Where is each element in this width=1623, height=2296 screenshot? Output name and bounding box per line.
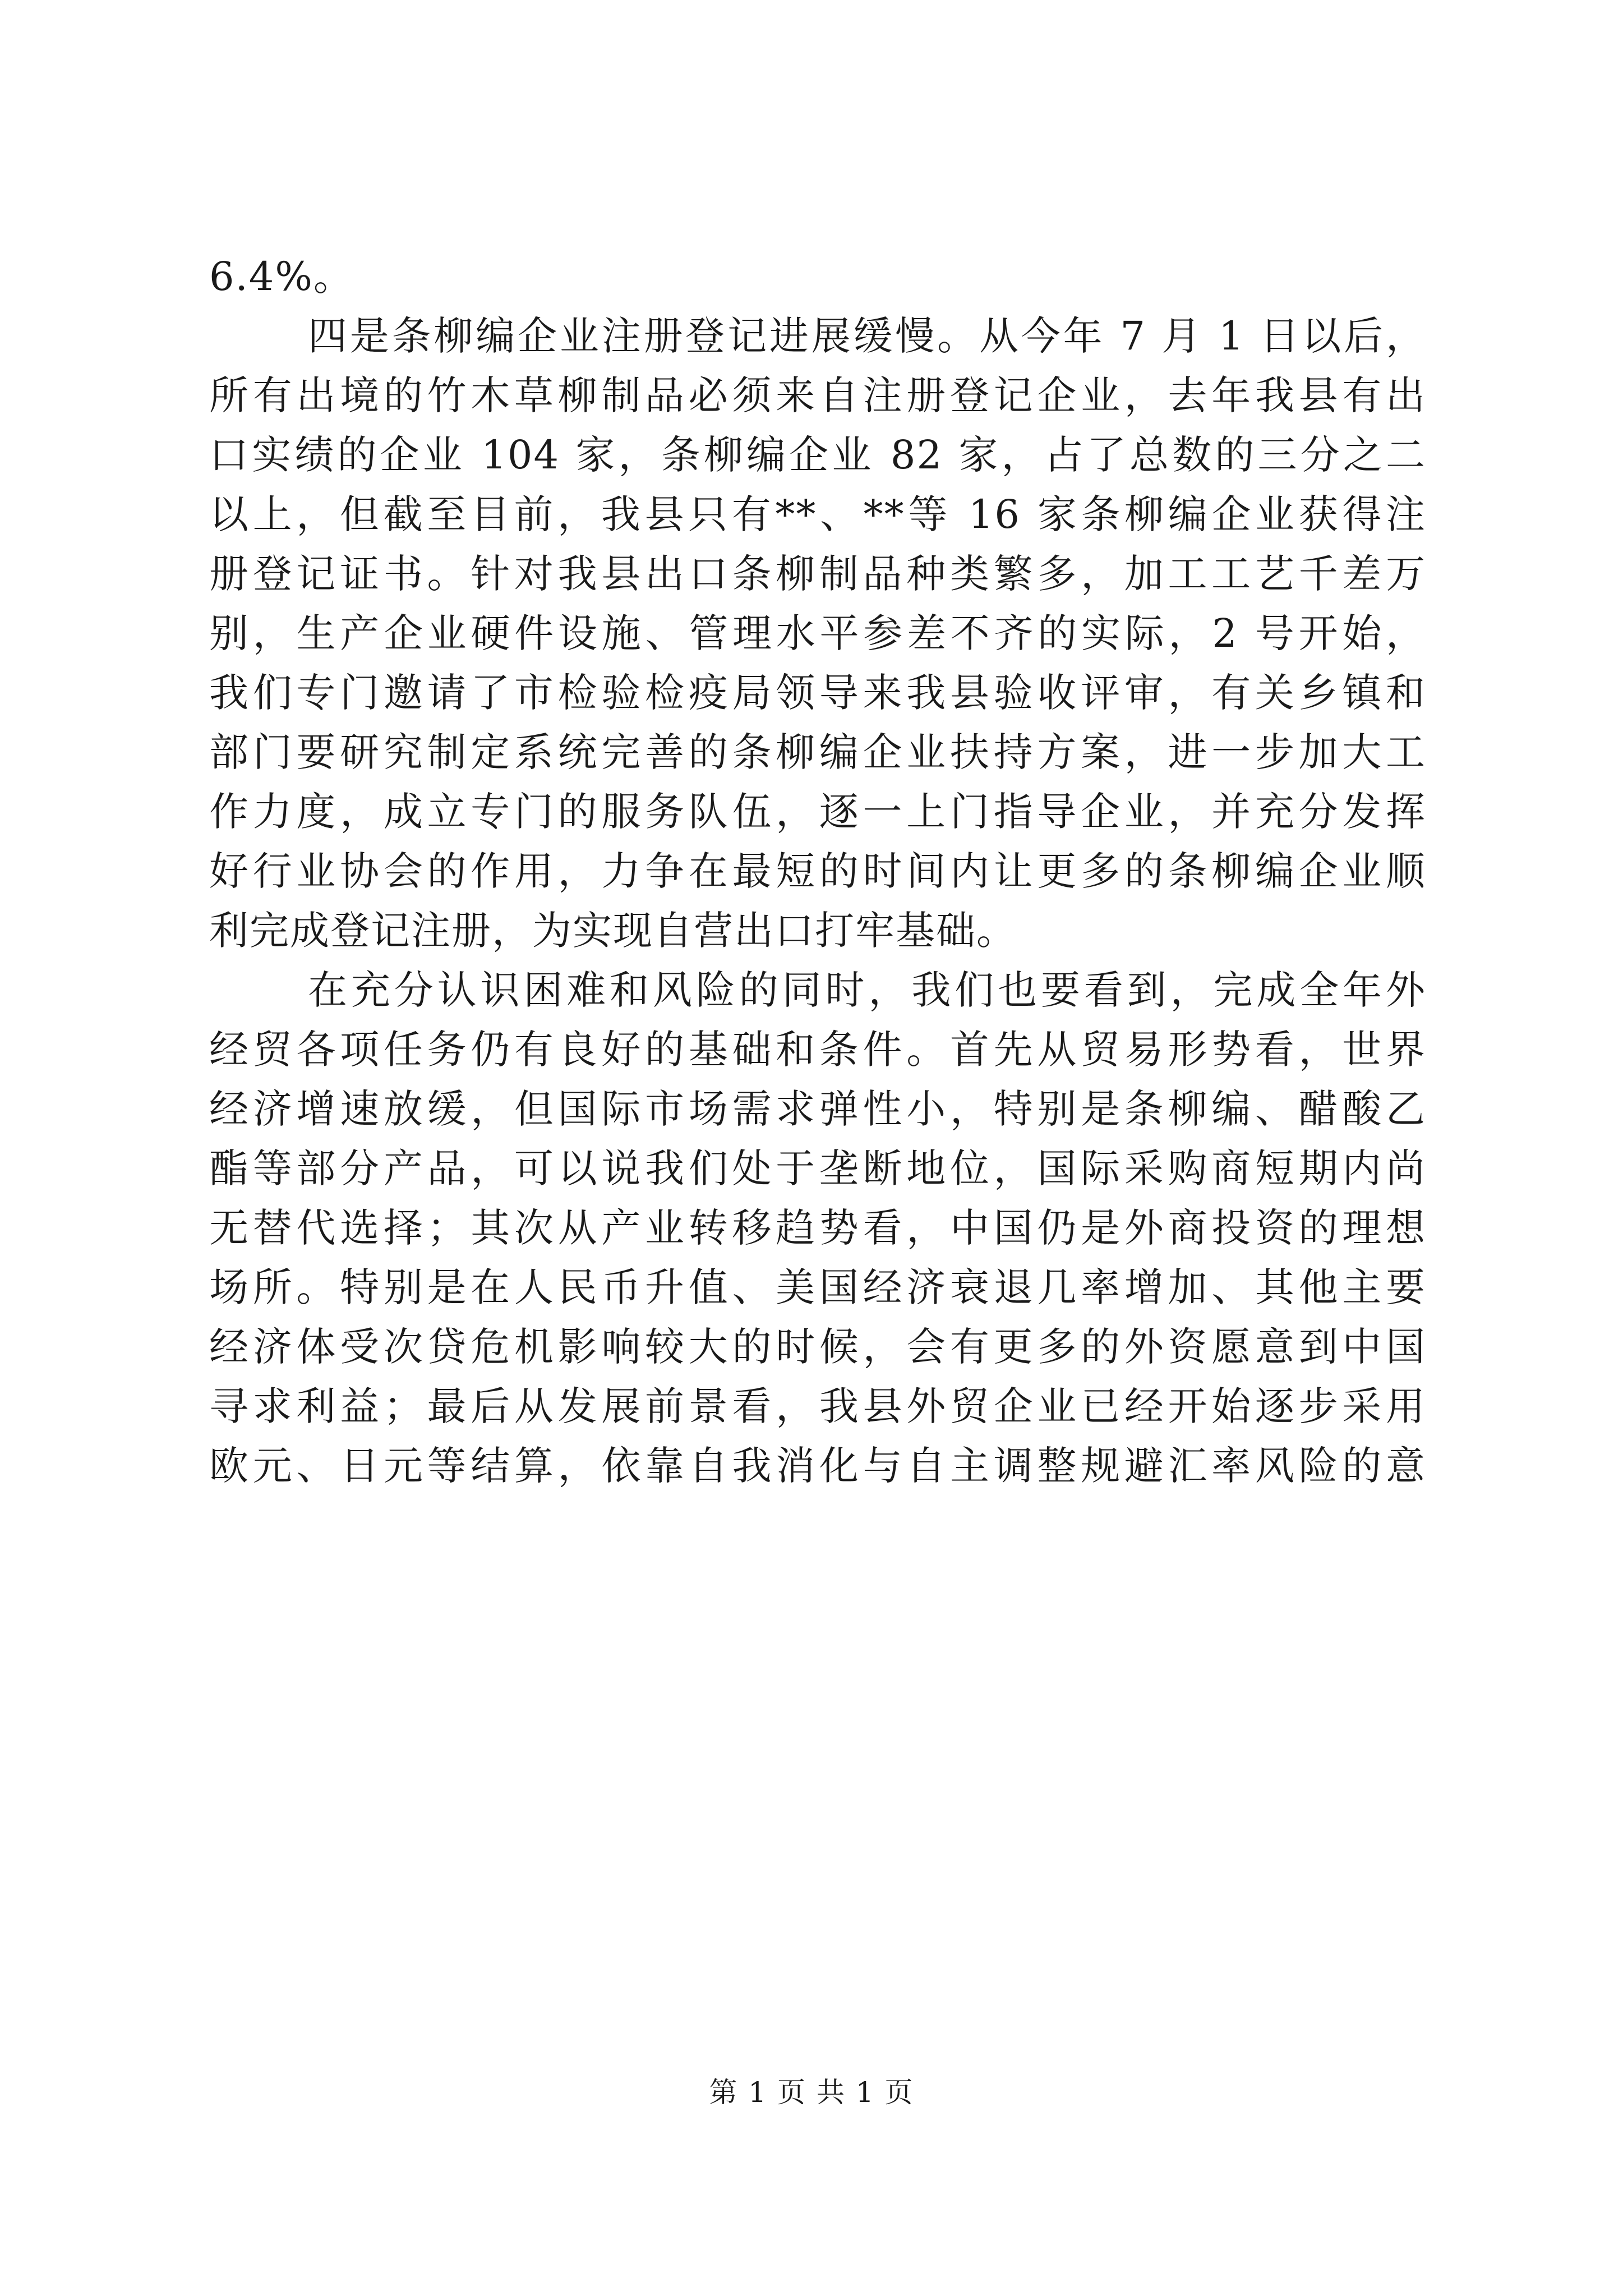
paragraph-2-line-3: 口实绩的企业 104 家，条柳编企业 82 家，占了总数的三分之二 (209, 432, 1426, 478)
paragraph-3-line-4: 酯等部分产品，可以说我们处于垄断地位，国际采购商短期内尚 (209, 1145, 1426, 1191)
paragraph-2-line-7: 我们专门邀请了市检验检疫局领导来我县验收评审，有关乡镇和 (209, 670, 1426, 716)
paragraph-3-line-7: 经济体受次贷危机影响较大的时候，会有更多的外资愿意到中国 (209, 1324, 1426, 1370)
paragraph-2-line-5: 册登记证书。针对我县出口条柳制品种类繁多，加工工艺千差万 (209, 551, 1426, 597)
paragraph-2-line-6: 别，生产企业硬件设施、管理水平参差不齐的实际，2 号开始， (209, 610, 1426, 656)
paragraph-3-line-1: 在充分认识困难和风险的同时，我们也要看到，完成全年外 (308, 967, 1426, 1013)
paragraph-2-line-9: 作力度，成立专门的服务队伍，逐一上门指导企业，并充分发挥 (209, 789, 1426, 835)
paragraph-3-line-2: 经贸各项任务仍有良好的基础和条件。首先从贸易形势看，世界 (209, 1027, 1426, 1073)
paragraph-3-line-6: 场所。特别是在人民币升值、美国经济衰退几率增加、其他主要 (209, 1264, 1426, 1310)
paragraph-3-line-5: 无替代选择；其次从产业转移趋势看，中国仍是外商投资的理想 (209, 1205, 1426, 1251)
document-body (209, 247, 1426, 1496)
paragraph-3-line-8: 寻求利益；最后从发展前景看，我县外贸企业已经开始逐步采用 (209, 1383, 1426, 1429)
paragraph-3-line-3: 经济增速放缓，但国际市场需求弹性小，特别是条柳编、醋酸乙 (209, 1086, 1426, 1132)
page-number-label: 第 1 页 共 1 页 (709, 2076, 914, 2109)
page-footer (0, 2070, 1623, 2110)
paragraph-2-line-1: 四是条柳编企业注册登记进展缓慢。从今年 7 月 1 日以后， (308, 313, 1426, 359)
paragraph-2-line-11: 利完成登记注册，为实现自营出口打牢基础。 (209, 908, 1017, 954)
paragraph-2-line-10: 好行业协会的作用，力争在最短的时间内让更多的条柳编企业顺 (209, 848, 1426, 894)
paragraph-2-line-4: 以上，但截至目前，我县只有**、**等 16 家条柳编企业获得注 (209, 491, 1426, 537)
paragraph-1-line-1: 6.4%。 (209, 254, 354, 300)
paragraph-3-line-9: 欧元、日元等结算，依靠自我消化与自主调整规避汇率风险的意 (209, 1443, 1426, 1489)
paragraph-2-line-8: 部门要研究制定系统完善的条柳编企业扶持方案，进一步加大工 (209, 729, 1426, 775)
paragraph-2-line-2: 所有出境的竹木草柳制品必须来自注册登记企业，去年我县有出 (209, 372, 1426, 418)
